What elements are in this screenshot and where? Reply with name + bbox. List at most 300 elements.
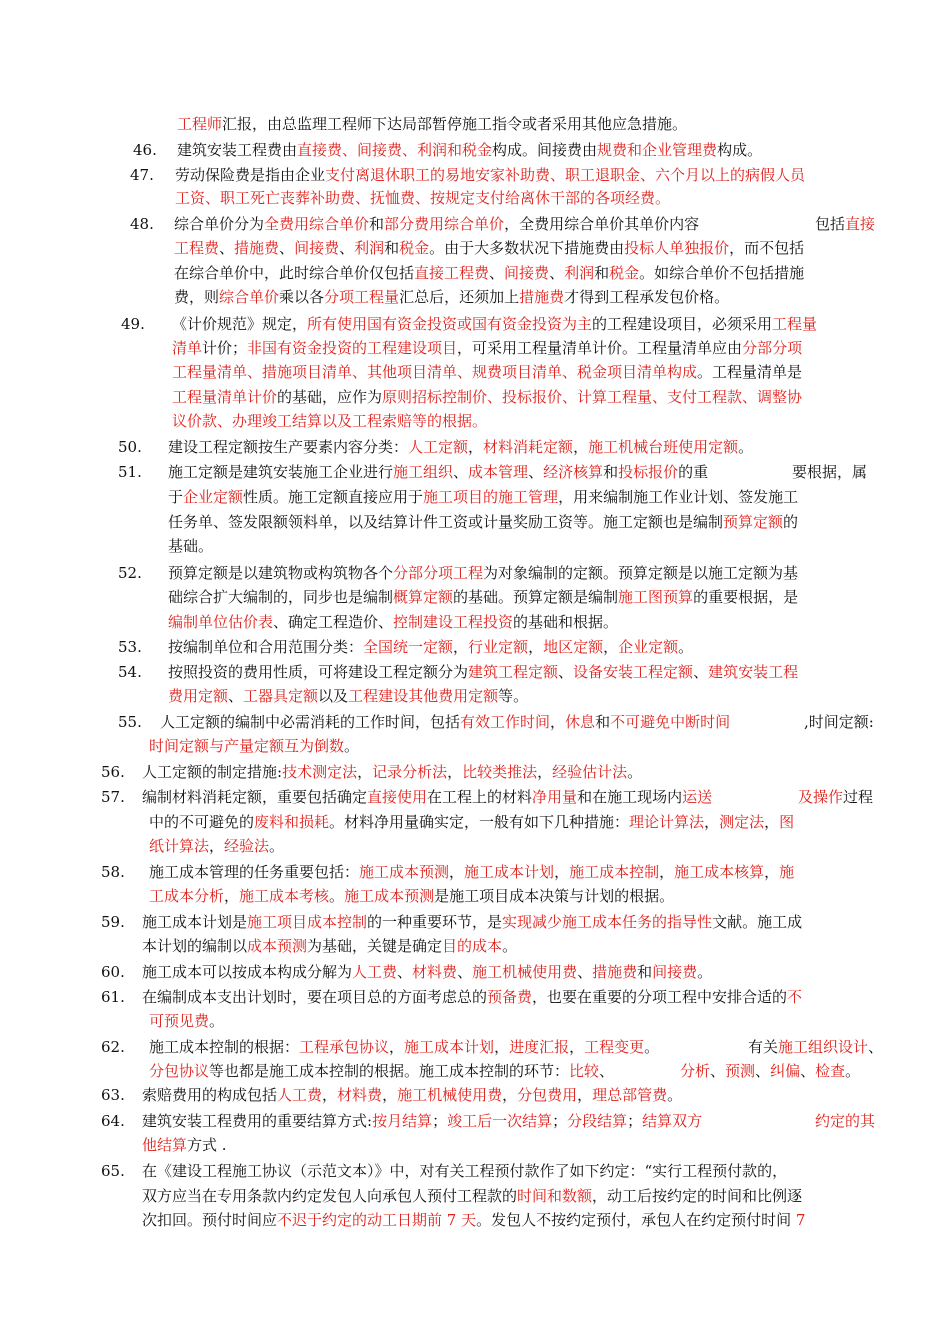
text-line [149, 861, 794, 883]
text-segment: 预算定额是以建筑物或构筑物各个 [168, 564, 394, 582]
text-segment: 47. [130, 166, 154, 184]
text-segment: 过程 [843, 788, 874, 806]
text-segment: 施工成本控制的根据： [149, 1038, 300, 1056]
text-line [168, 535, 213, 557]
highlight-term: 不迟于约定的动工日期前 [277, 1211, 443, 1229]
text-segment: 汇总后，还须加上 [399, 288, 520, 306]
text-segment: 双方应当在专用条款内约定发包人向承包人预付工程款的 [142, 1187, 518, 1205]
highlight-term: 施工成本考核 [239, 887, 330, 905]
text-segment: 和 [369, 215, 385, 233]
text-segment: ，而不包括 [729, 239, 805, 257]
highlight-term: 全国统一定额 [363, 638, 454, 656]
item-number [118, 436, 142, 458]
highlight-term: 设备安装工程定额 [573, 663, 694, 681]
text-segment: 49. [121, 315, 145, 333]
item-number [130, 213, 154, 235]
highlight-term: 经验估计法 [552, 763, 628, 781]
text-segment: 施工成本可以按成本构成分解为 [142, 963, 353, 981]
text-segment: ， [357, 763, 373, 781]
text-segment: 、 [558, 663, 574, 681]
highlight-term: 施工成本预测 [359, 863, 450, 881]
text-line [172, 361, 802, 383]
text-line [142, 1110, 702, 1132]
highlight-term: 可预见费 [149, 1012, 210, 1030]
text-segment: 次扣回。预付时间应 [142, 1211, 278, 1229]
text-line [172, 337, 802, 359]
item-number [118, 636, 142, 658]
text-segment: 的 [783, 513, 799, 531]
item-number [118, 711, 142, 733]
text-segment: 的重要根据，是 [693, 588, 799, 606]
highlight-term: 纠偏 [770, 1062, 801, 1080]
text-line [174, 286, 729, 308]
text-segment: ， [494, 1038, 510, 1056]
text-line [798, 786, 873, 808]
highlight-term: 时间定额与产量定额互为倒数 [149, 737, 345, 755]
text-line [142, 935, 517, 957]
text-segment: ，全费用综合单价其单价内容 [504, 215, 700, 233]
highlight-term: 人工费 [352, 963, 398, 981]
text-segment: 和在施工现场内 [577, 788, 683, 806]
text-line [174, 237, 804, 259]
text-segment: 。 [678, 638, 694, 656]
highlight-term: 施工成本核算 [674, 863, 765, 881]
text-segment: 建筑安装工程费由 [177, 141, 298, 159]
text-segment: 。 [644, 1038, 660, 1056]
text-segment: 。 [697, 963, 713, 981]
highlight-term: 测定法 [719, 813, 765, 831]
item-number [118, 461, 142, 483]
text-line [142, 761, 642, 783]
text-segment: 要根据，属 [792, 463, 868, 481]
text-line [168, 636, 693, 658]
text-segment: 的重 [678, 463, 709, 481]
text-segment: ,时间定额: [804, 713, 874, 731]
highlight-term: 目的成本 [442, 937, 503, 955]
highlight-term: 原则招标控制价、投标报价、计算工程量、支付工程款、调整协 [382, 388, 803, 406]
text-segment: 63. [101, 1086, 125, 1104]
text-segment: 有关 [748, 1038, 779, 1056]
text-line [142, 1160, 787, 1182]
text-segment: ， [573, 438, 589, 456]
text-segment: 、 [755, 1062, 771, 1080]
text-segment: 编制材料消耗定额，重要包括确定 [142, 788, 368, 806]
highlight-term: 企业定额 [183, 488, 244, 506]
highlight-term: 分包协议 [149, 1062, 210, 1080]
item-number [118, 661, 142, 683]
text-line [804, 711, 874, 733]
highlight-term: 综合单价 [219, 288, 280, 306]
highlight-term: 规费和企业管理费 [597, 141, 718, 159]
text-segment: 综合单价分为 [174, 215, 265, 233]
text-line [142, 961, 712, 983]
text-segment: 、 [489, 264, 505, 282]
text-line [172, 410, 487, 432]
highlight-term: 纸计算法 [149, 837, 210, 855]
highlight-term: 预备费 [487, 988, 533, 1006]
text-segment: ， [447, 763, 463, 781]
text-segment: ， [554, 863, 570, 881]
highlight-term: 税金 [609, 264, 640, 282]
text-segment: 、 [528, 463, 544, 481]
text-line [142, 1084, 682, 1106]
text-segment: ，可采用工程量清单计价。工程量清单应由 [457, 339, 743, 357]
text-segment: ， [528, 638, 544, 656]
text-segment: 。 [738, 438, 754, 456]
item-number [118, 562, 142, 584]
item-number [101, 986, 125, 1008]
text-segment: 。 [269, 837, 285, 855]
highlight-term: 竣工后一次结算 [447, 1112, 553, 1130]
text-segment: 65. [101, 1162, 125, 1180]
highlight-term: 经济核算 [543, 463, 604, 481]
highlight-term: 施工组织 [393, 463, 454, 481]
text-segment: 费，则 [174, 288, 220, 306]
text-line [177, 113, 687, 135]
highlight-term: 不可避免中断时间 [610, 713, 731, 731]
text-line [792, 461, 867, 483]
text-segment: 46. [133, 141, 157, 159]
text-line [177, 139, 762, 161]
text-line [149, 811, 794, 833]
text-segment: 在编制成本支出计划时，要在项目总的方面考虑总的 [142, 988, 488, 1006]
text-line [149, 1010, 224, 1032]
text-segment: ， [704, 813, 720, 831]
text-segment: ，用来编制施工作业计划、签发施工 [558, 488, 799, 506]
text-segment: 、确定工程造价、 [273, 613, 394, 631]
highlight-term: 直接使用 [367, 788, 428, 806]
text-segment: 、 [397, 963, 413, 981]
item-number [101, 1160, 125, 1182]
highlight-term: 费用定额 [168, 687, 229, 705]
highlight-term: 运送 [682, 788, 713, 806]
text-segment: 。 [502, 937, 518, 955]
highlight-term: 施工机械台班使用定额 [588, 438, 739, 456]
highlight-term: 时间和数额 [517, 1187, 593, 1205]
text-line [815, 213, 875, 235]
text-segment: ， [764, 863, 780, 881]
highlight-term: 投标人单独报价 [624, 239, 730, 257]
highlight-term: 分段结算 [567, 1112, 628, 1130]
text-line [168, 661, 798, 683]
highlight-term: 实现减少施工成本任务的指导性 [502, 913, 713, 931]
highlight-term: 分析 [680, 1062, 711, 1080]
highlight-term: 废料和损耗 [254, 813, 330, 831]
highlight-term: 分包费用 [517, 1086, 578, 1104]
text-segment: 人工定额的编制中必需消耗的工作时间，包括 [160, 713, 461, 731]
highlight-term: 措施费 [592, 963, 638, 981]
text-segment: 、 [219, 239, 235, 257]
highlight-term: 工程量 [772, 315, 818, 333]
highlight-term: 地区定额 [543, 638, 604, 656]
text-segment: ， [209, 837, 225, 855]
text-segment: 等也都是施工成本控制的根据。施工成本控制的环节： [209, 1062, 570, 1080]
highlight-term: 理论计算法 [629, 813, 705, 831]
text-line [142, 986, 802, 1008]
highlight-term: 施 [779, 863, 795, 881]
highlight-term: 施工成本预测 [344, 887, 435, 905]
text-segment: ； [627, 1112, 643, 1130]
highlight-term: 工程变更 [584, 1038, 645, 1056]
highlight-term: 建筑安装工程 [708, 663, 799, 681]
text-segment: 为对象编制的定额。预算定额是以施工定额为基 [483, 564, 799, 582]
text-segment: 施工定额是建筑安装施工企业进行 [168, 463, 394, 481]
highlight-term: 措施费 [234, 239, 280, 257]
text-segment: 57. [101, 788, 125, 806]
text-segment: 。 [845, 1062, 861, 1080]
text-segment: 、 [457, 963, 473, 981]
highlight-term: 行业定额 [468, 638, 529, 656]
text-line [175, 187, 670, 209]
text-line [149, 835, 284, 857]
text-segment: 构成。 [717, 141, 763, 159]
highlight-term: 间接费 [504, 264, 550, 282]
text-segment: ， [659, 863, 675, 881]
highlight-term: 工程承包协议 [299, 1038, 390, 1056]
text-segment: 62. [101, 1038, 125, 1056]
text-segment: ， [453, 638, 469, 656]
highlight-term: 成本管理 [468, 463, 529, 481]
highlight-term: 利润 [564, 264, 595, 282]
text-segment: 才得到工程承发包价格。 [564, 288, 730, 306]
text-segment: 52. [118, 564, 142, 582]
text-segment: 54. [118, 663, 142, 681]
text-segment: ， [468, 438, 484, 456]
text-segment: 中的不可避免的 [149, 813, 255, 831]
highlight-term: 7 [791, 1211, 806, 1229]
item-number [101, 1110, 125, 1132]
text-segment: 。 [667, 1086, 683, 1104]
text-segment: 和 [595, 713, 611, 731]
highlight-term: 不 [787, 988, 803, 1006]
text-segment: 本计划的编制以 [142, 937, 248, 955]
highlight-term: 全费用综合单价 [264, 215, 370, 233]
text-segment: 、 [868, 1038, 884, 1056]
text-segment: ， [224, 887, 240, 905]
text-segment: ； [552, 1112, 568, 1130]
highlight-term: 比较 [569, 1062, 600, 1080]
highlight-term: 工资、职工死亡丧葬补助费、抚恤费、按规定支付给离休干部的各项经费。 [175, 189, 671, 207]
text-segment: 计价； [202, 339, 248, 357]
text-segment: 在综合单价中，此时综合单价仅包括 [174, 264, 415, 282]
text-line [149, 885, 674, 907]
text-segment: 和 [637, 963, 653, 981]
highlight-term: 分部分项 [742, 339, 803, 357]
text-line [149, 1060, 614, 1082]
highlight-term: 施工机械使用费 [397, 1086, 503, 1104]
text-line [142, 786, 712, 808]
text-segment: ， [577, 1086, 593, 1104]
text-segment: 58. [101, 863, 125, 881]
item-number [101, 861, 125, 883]
item-number [101, 1084, 125, 1106]
text-segment: 包括 [815, 215, 846, 233]
highlight-term: 非国有资金投资的工程建设项目 [247, 339, 458, 357]
text-segment: 的一种重要环节，是 [367, 913, 503, 931]
text-segment: 。由于大多数状况下措施费由 [429, 239, 625, 257]
text-segment: 在《建设工程施工协议（示范文本）》中，对有关工程预付款作了如下约定：“实行工程预付款的， [142, 1162, 788, 1180]
highlight-term: 进度汇报 [509, 1038, 570, 1056]
highlight-term: 技术测定法 [282, 763, 358, 781]
text-segment: ，动工后按约定的时间和比例逐 [592, 1187, 803, 1205]
highlight-term: 工成本分析 [149, 887, 225, 905]
text-segment: 、 [228, 687, 244, 705]
text-segment: 59. [101, 913, 125, 931]
text-segment: 、 [577, 963, 593, 981]
text-segment: 的基础。预算定额是编制 [453, 588, 619, 606]
text-line [680, 1060, 860, 1082]
text-line [142, 911, 802, 933]
highlight-term: 结算双方 [642, 1112, 703, 1130]
text-line [175, 164, 805, 186]
text-segment: 。 [627, 763, 643, 781]
highlight-term: 净用量 [532, 788, 578, 806]
highlight-term: 约定的其 [815, 1112, 876, 1130]
text-line [168, 511, 798, 533]
text-segment: ， [537, 763, 553, 781]
text-segment: 51. [118, 463, 142, 481]
highlight-term: 及操作 [798, 788, 844, 806]
text-segment: 的基础，应作为 [277, 388, 383, 406]
text-segment: 和 [594, 264, 610, 282]
highlight-term: 休息 [565, 713, 596, 731]
text-segment: 61. [101, 988, 125, 1006]
text-line [174, 213, 699, 235]
highlight-term: 工程费 [174, 239, 220, 257]
highlight-term: 措施费 [519, 288, 565, 306]
highlight-term: 投标报价 [618, 463, 679, 481]
text-segment: 、 [693, 663, 709, 681]
highlight-term: 施工成本计划 [404, 1038, 495, 1056]
text-segment: 施工成本管理的任务重要包括： [149, 863, 360, 881]
highlight-term: 材料消耗定额 [483, 438, 574, 456]
text-segment: 的工程建设项目，必须采用 [592, 315, 773, 333]
highlight-term: 编制单位估价表 [168, 613, 274, 631]
highlight-term: 按月结算 [372, 1112, 433, 1130]
text-segment: ， [389, 1038, 405, 1056]
highlight-term: 直接 [845, 215, 876, 233]
text-segment: 任务单、签发限额领料单，以及结算计件工资或计量奖励工资等。施工定额也是编制 [168, 513, 724, 531]
text-segment: 基础。 [168, 537, 214, 555]
text-line [174, 262, 804, 284]
text-line [142, 1134, 227, 1156]
highlight-term: 施工成本计划 [464, 863, 555, 881]
text-segment: ； [432, 1112, 448, 1130]
text-segment: ， [382, 1086, 398, 1104]
text-segment: 等。 [498, 687, 529, 705]
item-number [101, 1036, 125, 1058]
highlight-term: 分项工程量 [324, 288, 400, 306]
text-segment: 。 [329, 887, 345, 905]
highlight-term: 施工成本控制 [569, 863, 660, 881]
text-segment: 建筑安装工程费用的重要结算方式: [142, 1112, 373, 1130]
text-segment: 、 [549, 264, 565, 282]
highlight-term: 施工图预算 [618, 588, 694, 606]
item-number [101, 911, 125, 933]
text-segment: 和 [384, 239, 400, 257]
highlight-term: 预算定额 [723, 513, 784, 531]
text-segment: 。 [344, 737, 360, 755]
highlight-term: 支付离退休职工的易地安家补助费、职工退职金、六个月以上的病假人员 [325, 166, 806, 184]
highlight-term: 有效工作时间 [460, 713, 551, 731]
highlight-term: 间接费 [294, 239, 340, 257]
highlight-term: 清单 [172, 339, 203, 357]
text-segment: 。如综合单价不包括措施 [639, 264, 805, 282]
highlight-term: 所有使用国有资金投资或国有资金投资为主 [307, 315, 593, 333]
highlight-term: 工程量清单、措施项目清单、其他项目清单、规费项目清单、税金项目清单构成 [172, 363, 698, 381]
highlight-term: 检查 [815, 1062, 846, 1080]
highlight-term: 7 天 [442, 1211, 477, 1229]
highlight-term: 税金 [399, 239, 430, 257]
text-segment: 、 [453, 463, 469, 481]
highlight-term: 施工组织设计 [778, 1038, 869, 1056]
text-segment: 础综合扩大编制的，同步也是编制 [168, 588, 394, 606]
text-segment: 和 [603, 463, 619, 481]
highlight-term: 直接费、间接费、利润和税金 [297, 141, 493, 159]
highlight-term: 分部分项工程 [393, 564, 484, 582]
highlight-term: 工器具定额 [243, 687, 319, 705]
text-line [168, 685, 528, 707]
text-segment: 在工程上的材料 [427, 788, 533, 806]
text-line [142, 1185, 802, 1207]
highlight-term: 施工项目成本控制 [247, 913, 368, 931]
text-line [815, 1110, 875, 1132]
text-line [168, 562, 798, 584]
text-segment: 。发包人不按约定预付，承包人在约定预付时间 [476, 1211, 792, 1229]
text-segment: ， [449, 863, 465, 881]
highlight-term: 概算定额 [393, 588, 454, 606]
text-line [748, 1036, 883, 1058]
highlight-term: 经验法 [224, 837, 270, 855]
text-segment: 、 [710, 1062, 726, 1080]
text-segment: 索赔费用的构成包括 [142, 1086, 278, 1104]
text-line [149, 1036, 659, 1058]
highlight-term: 预测 [725, 1062, 756, 1080]
text-segment: 56. [101, 763, 125, 781]
item-number [121, 313, 145, 335]
text-line [168, 586, 798, 608]
highlight-term: 部分费用综合单价 [384, 215, 505, 233]
text-segment: 。工程量清单是 [697, 363, 803, 381]
text-line [149, 735, 359, 757]
highlight-term: 直接工程费 [414, 264, 490, 282]
text-segment: ， [502, 1086, 518, 1104]
text-line [160, 711, 730, 733]
highlight-term: 记录分析法 [372, 763, 448, 781]
text-segment: 方式 . [187, 1136, 227, 1154]
text-segment: 、 [599, 1062, 615, 1080]
text-segment: 建设工程定额按生产要素内容分类： [168, 438, 409, 456]
text-segment: 的基础和根据。 [513, 613, 619, 631]
text-segment: ， [603, 638, 619, 656]
text-line [168, 486, 798, 508]
highlight-term: 理总部管费 [592, 1086, 668, 1104]
text-segment: 劳动保险费是指由企业 [175, 166, 326, 184]
highlight-term: 人工费 [277, 1086, 323, 1104]
highlight-term: 人工定额 [408, 438, 469, 456]
highlight-term: 他结算 [142, 1136, 188, 1154]
highlight-term: 图 [779, 813, 795, 831]
highlight-term: 材料费 [412, 963, 458, 981]
text-segment: 构成。间接费由 [492, 141, 598, 159]
text-segment: 60. [101, 963, 125, 981]
highlight-term: 施工项目的施工管理 [423, 488, 559, 506]
text-segment: 50. [118, 438, 142, 456]
text-segment: 按编制单位和合用范围分类： [168, 638, 364, 656]
text-line [168, 436, 753, 458]
item-number [101, 961, 125, 983]
item-number [130, 164, 154, 186]
